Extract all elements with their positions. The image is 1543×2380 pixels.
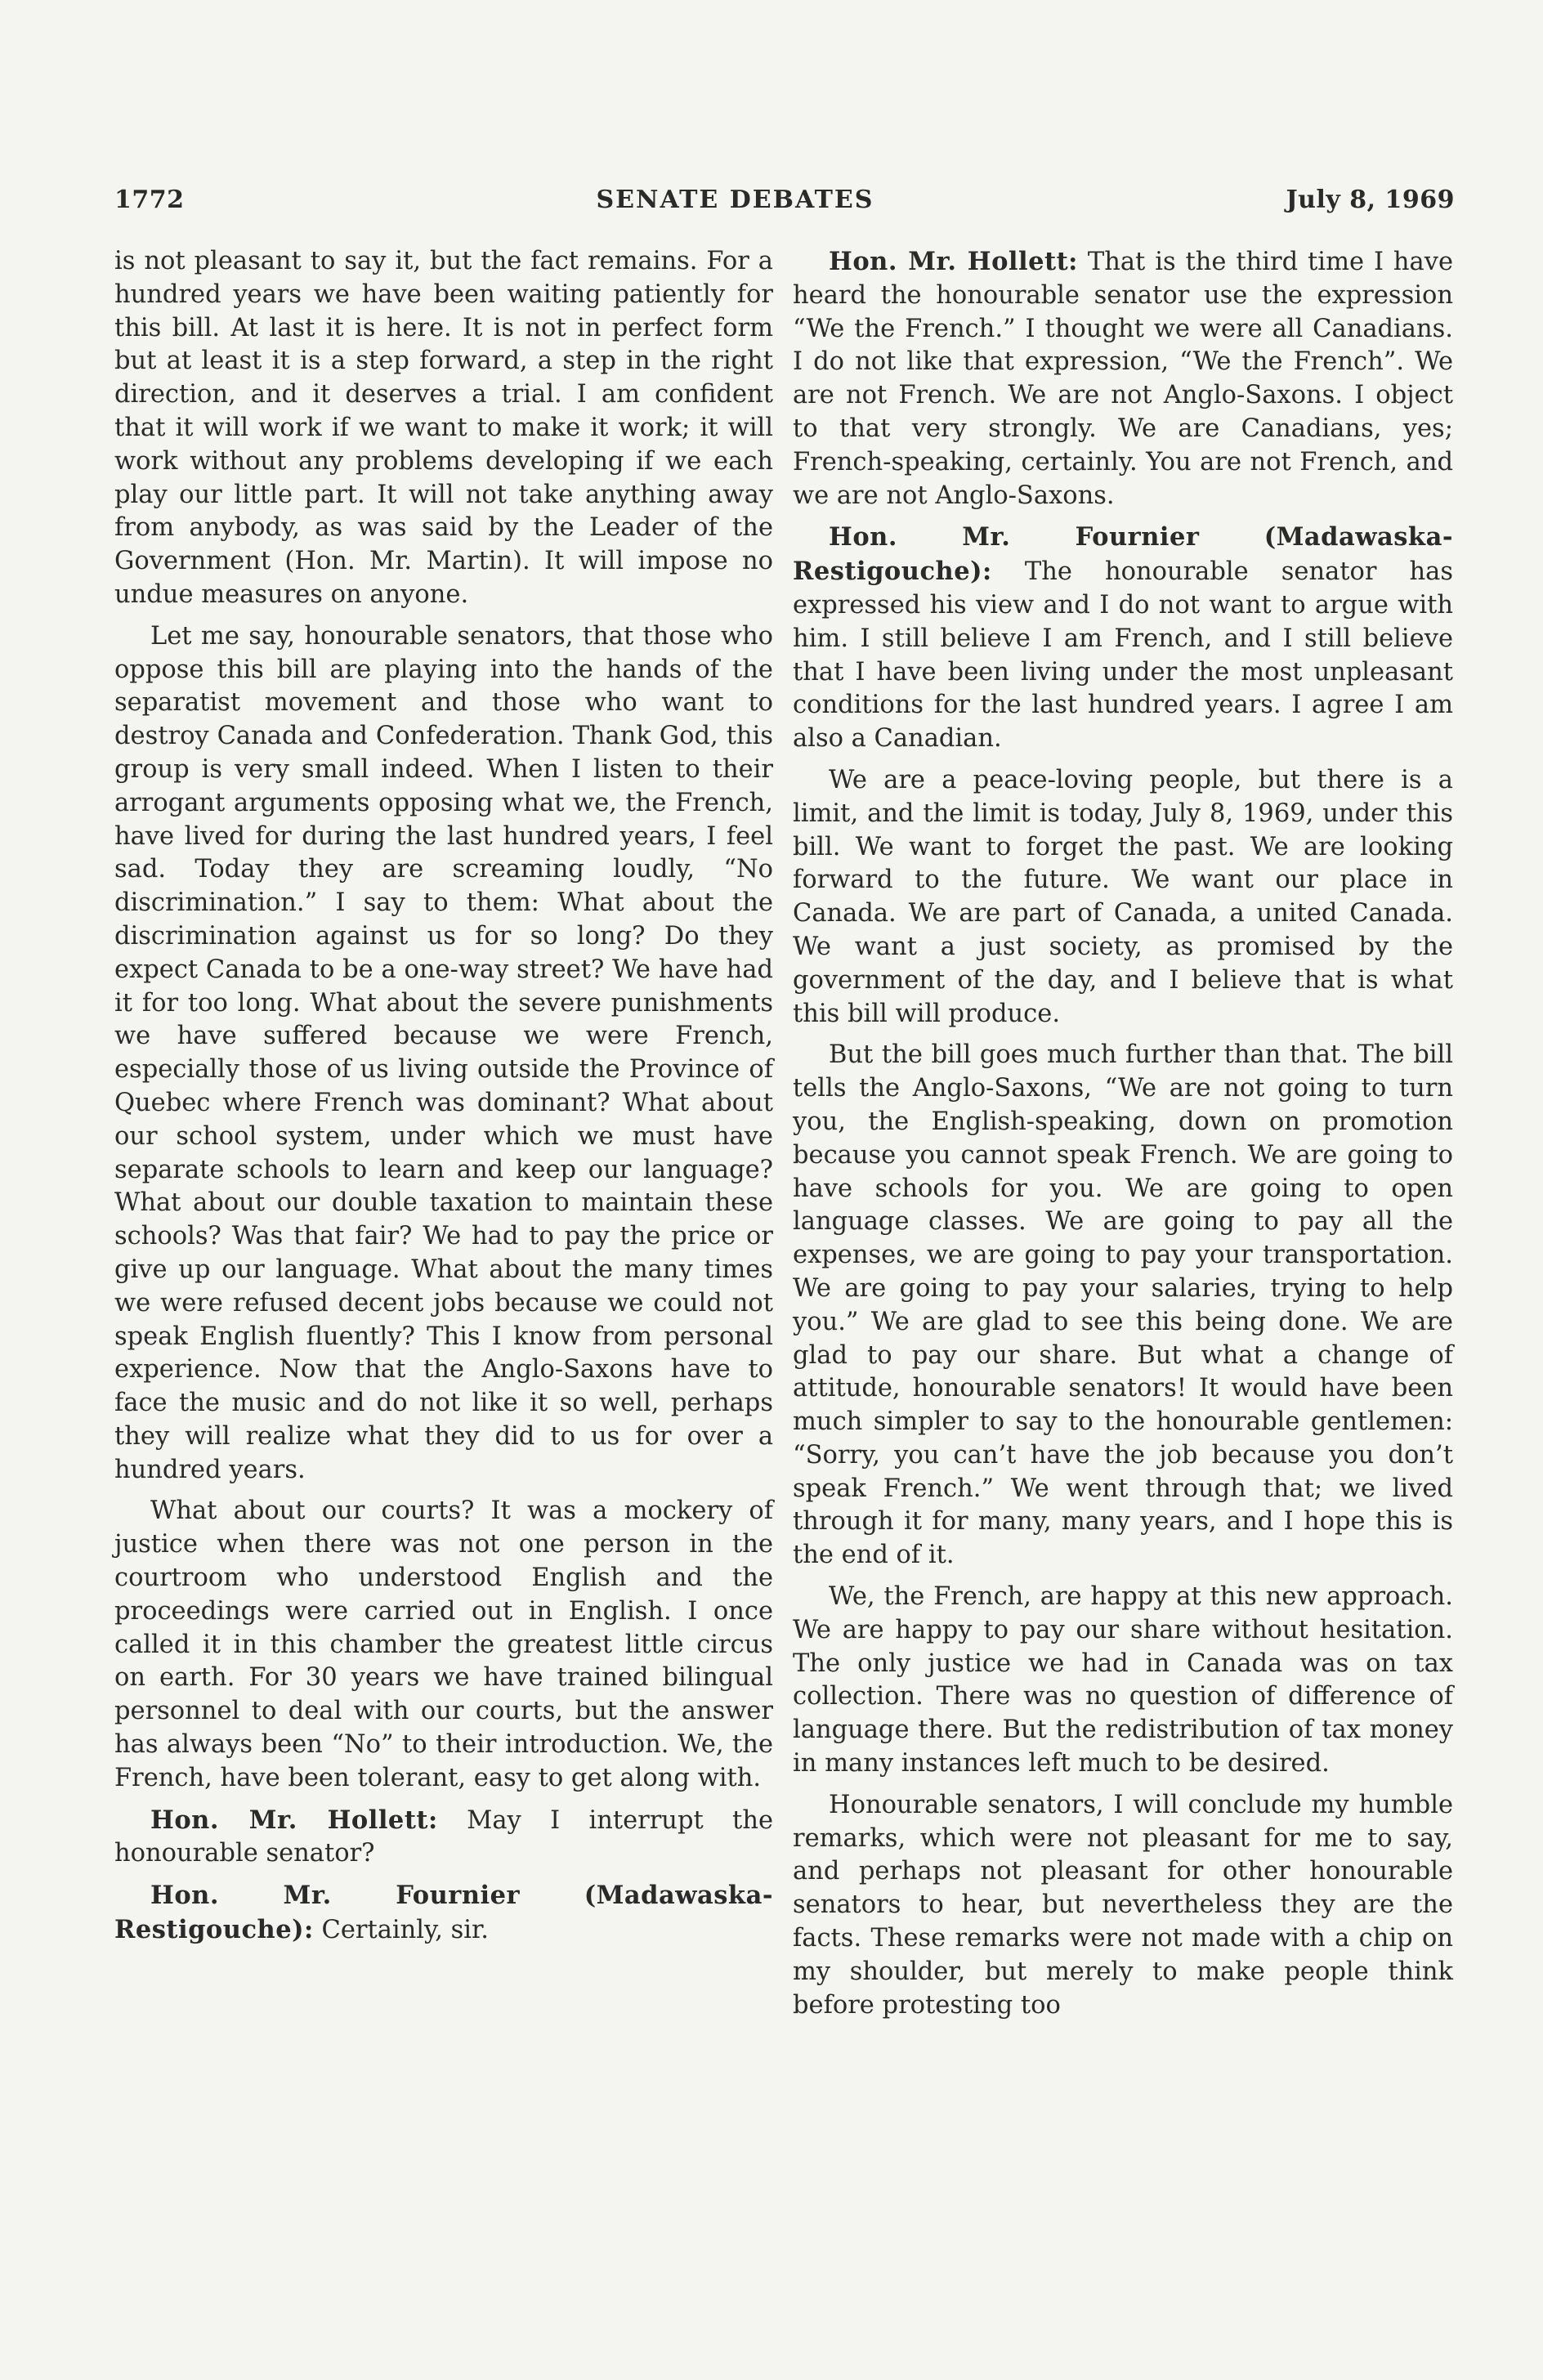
page-header	[114, 181, 1455, 217]
publication-title: SENATE DEBATES	[596, 185, 874, 214]
speaker-name: Hon. Mr. Hollett:	[150, 1805, 438, 1835]
paragraph: is not pleasant to say it, but the fact remains. For a hundred years we have been waiting patiently for this bill. At last it is here. It is not in perfect form but at least it is a step forward, a step in the right direction, and it deserves a trial. I am confident that it will work if we want to make it work; it will work without any problems developing if we each play our little part. It will not take anything away from anybody, as was said by the Leader of the Government (Hon. Mr. Martin). It will impose no undue measures on anyone.	[114, 247, 773, 609]
speaker-name: Hon. Mr. Hollett:	[829, 247, 1078, 276]
paragraph: But the bill goes much further than that. The bill tells the Anglo-Saxons, “We are not going to turn you, the English-speaking, down on promotion because you cannot speak French. We are going to have schools for you. We are going to open language classes. We are going to pay all the expenses, we are going to pay your transportation. We are going to pay your salaries, trying to help you.” We are glad to see this being done. We are glad to pay our share. But what a change of attitude, honourable senators! It would have been much simpler to say to the honourable gentlemen: “Sorry, you can’t have the job because you don’t speak French.” We went through that; we lived through it for many, many years, and I hope this is the end of it.	[793, 1040, 1453, 1570]
paragraph: Let me say, honourable senators, that those who oppose this bill are playing into the hands of the separatist movement and those who want to destroy Canada and Confederation. Thank God, this group is very small indeed. When I listen to their arrogant arguments opposing what we, the French, have lived for during the last hundred years, I feel sad. Today they are screaming loudly, “No discrimination.” I say to them: What about the discrimination against us for so long? Do they expect Canada to be a one-way street? We have had it for too long. What about the severe punishments we have suffered because we were French, especially those of us living outside the Province of Quebec where French was dominant? What about our school system, under which we must have separate schools to learn and keep our language? What about our double taxation to maintain these schools? Was that fair? We had to pay the price or give up our language. What about the many times we were refused decent jobs because we could not speak English fluently? This I know from personal experience. Now that the Anglo-Saxons have to face the music and do not like it so well, perhaps they will realize what they did to us for over a hundred years.	[114, 621, 773, 1484]
right-column	[793, 245, 1453, 2030]
speaker-name: Hon. Mr. Fournier (Madawaska-Restigouche):	[114, 1881, 773, 1945]
speech-paragraph: Hon. Mr. Hollett: That is the third time I have heard the honourable senator use the expression “We the French.” I thought we were all Canadians. I do not like that expression, “We the French”. We are not French. We are not Anglo-Saxons. I object to that very strongly. We are Canadians, yes; French-speaking, certainly. You are not French, and we are not Anglo-Saxons.	[793, 247, 1454, 510]
left-column	[114, 245, 773, 1956]
page-number: 1772	[114, 185, 185, 214]
speech-paragraph: Hon. Mr. Fournier (Madawaska-Restigouche): Certainly, sir.	[114, 1881, 773, 1945]
paragraph: We are a peace-loving people, but there is a limit, and the limit is today, July 8, 1969, under this bill. We want to forget the past. We are looking forward to the future. We want our place in Canada. We are part of Canada, a united Canada. We want a just society, as promised by the government of the day, and I believe that is what this bill will produce.	[793, 765, 1453, 1028]
paragraph: Honourable senators, I will conclude my humble remarks, which were not pleasant for me to say, and perhaps not pleasant for other honourable senators to hear, but nevertheless they are the facts. These remarks were not made with a chip on my shoulder, but merely to make people think before protesting too	[793, 1790, 1453, 2020]
paragraph: What about our courts? It was a mockery of justice when there was not one person in the courtroom who understood English and the proceedings were carried out in English. I once called it in this chamber the greatest little circus on earth. For 30 years we have trained bilingual personnel to deal with our courts, but the answer has always been “No” to their introduction. We, the French, have been tolerant, easy to get along with.	[114, 1496, 773, 1792]
speech-paragraph: Hon. Mr. Fournier (Madawaska-Restigouche): The honourable senator has expressed his view and I do not want to argue with him. I still believe I am French, and I still believe that I have been living under the most unpleasant conditions for the last hundred years. I agree I am also a Canadian.	[793, 522, 1454, 754]
paragraph: We, the French, are happy at this new approach. We are happy to pay our share without hesitation. The only justice we had in Canada was on tax collection. There was no question of difference of language there. But the redistribution of tax money in many instances left much to be desired.	[793, 1582, 1453, 1778]
speaker-name: Hon. Mr. Fournier (Madawaska-Restigouche):	[793, 522, 1453, 587]
speech-paragraph: Hon. Mr. Hollett: May I interrupt the honourable senator?	[114, 1805, 774, 1868]
page-date: July 8, 1969	[1286, 185, 1455, 214]
